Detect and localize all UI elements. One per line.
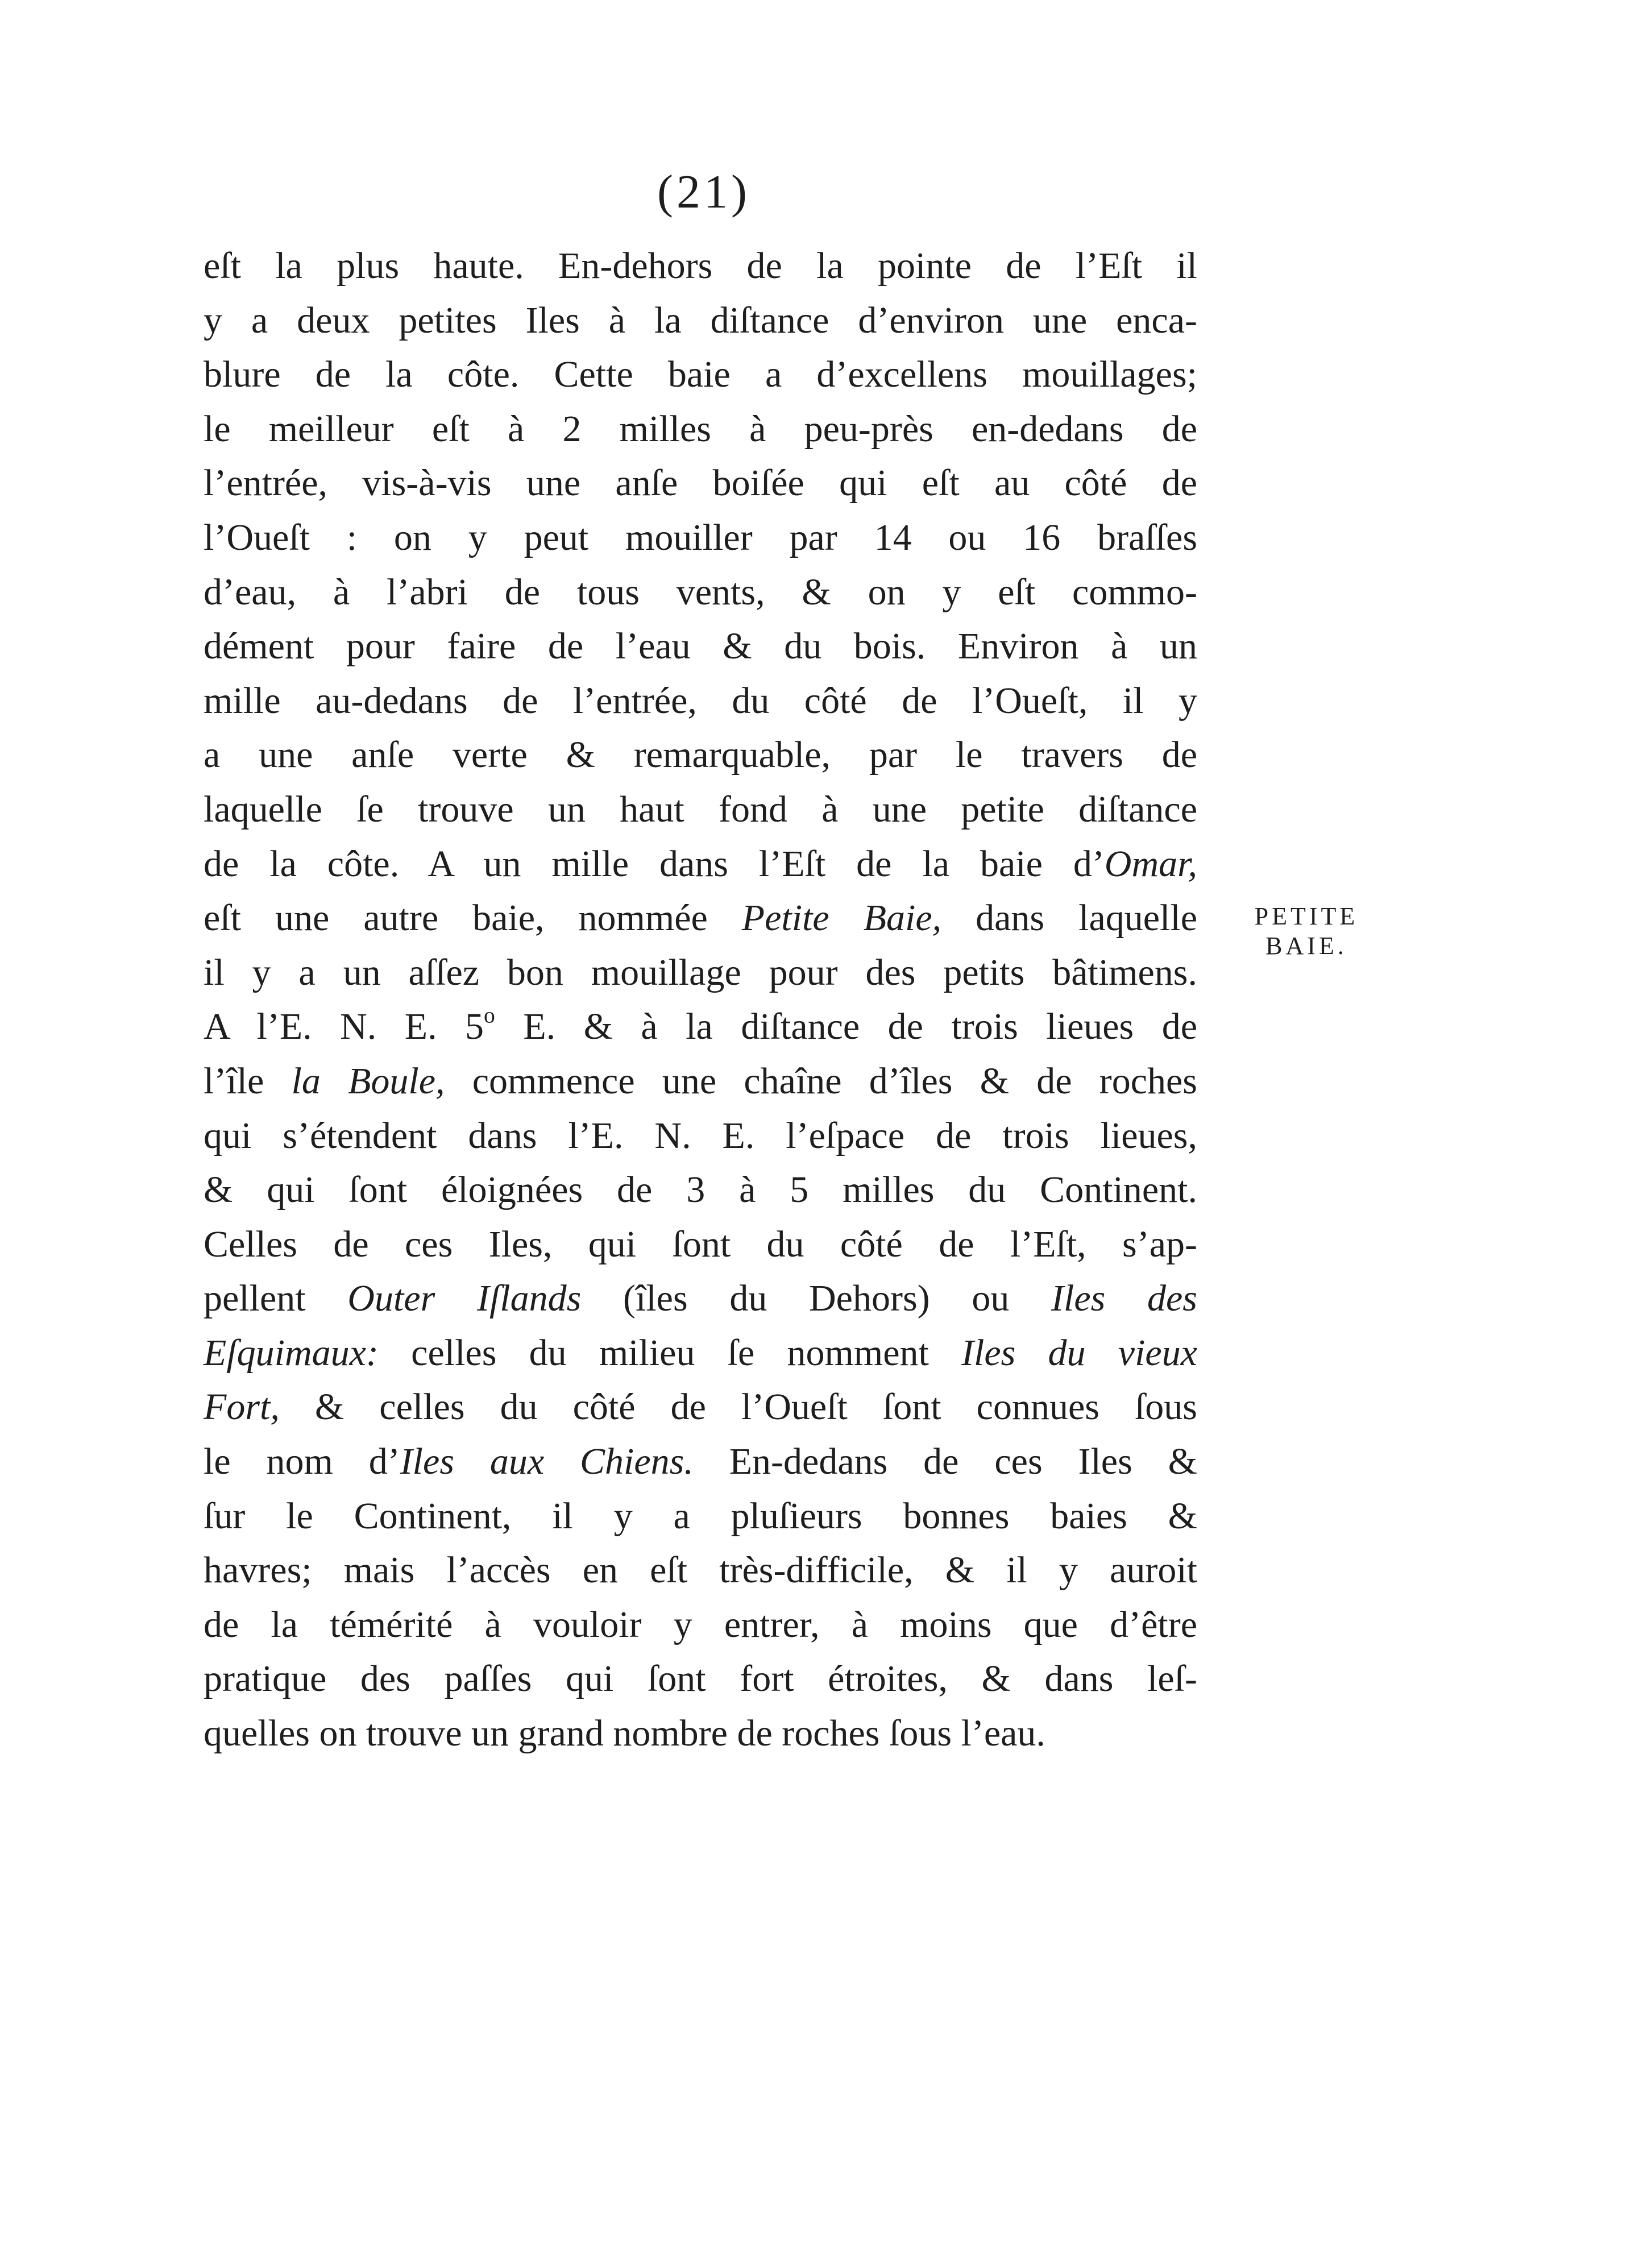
text-line: [204, 1706, 1197, 1761]
text-line: [204, 1271, 1197, 1326]
text-segment: l’entrée, vis-à-vis une anſe boiſée qui eſt au côté de: [204, 462, 1197, 504]
text-line: [204, 1652, 1197, 1706]
text-segment: A l’E. N. E. 5: [204, 1006, 484, 1048]
text-segment: il y a un aſſez bon mouillage pour des petits bâtimens.: [204, 951, 1197, 993]
text-segment: (îles du Dehors) ou: [581, 1278, 1052, 1320]
italic-text: Iles du vieux: [961, 1332, 1197, 1374]
text-line: [204, 293, 1197, 348]
text-segment: d’eau, à l’abri de tous vents, & on y eſt commo-: [204, 571, 1197, 613]
text-line: [204, 1217, 1197, 1272]
italic-text: Omar,: [1104, 843, 1197, 885]
text-segment: blure de la côte. Cette baie a d’excellens mouillages;: [204, 354, 1197, 396]
text-line: [204, 565, 1197, 620]
marginal-note-line: BAIE.: [1265, 932, 1347, 960]
italic-text: la Boule,: [291, 1060, 445, 1102]
text-line: [204, 347, 1197, 402]
text-line: [204, 1543, 1197, 1598]
text-line: [204, 1054, 1197, 1109]
text-line: [204, 728, 1197, 782]
italic-text: Petite Baie,: [741, 897, 942, 939]
text-line: [204, 1000, 1197, 1054]
text-line: [204, 1434, 1197, 1489]
text-line: [204, 946, 1197, 1000]
text-line: [204, 619, 1197, 674]
text-line: [204, 1163, 1197, 1217]
text-line: [204, 456, 1197, 511]
text-segment: commence une chaîne d’îles & de roches: [445, 1060, 1197, 1102]
text-segment: pratique des paſſes qui ſont fort étroites, & dans leſ-: [204, 1658, 1197, 1700]
text-segment: havres; mais l’accès en eſt très-difficile, & il y auroit: [204, 1549, 1197, 1591]
marginal-note: [1221, 902, 1392, 961]
text-segment: & celles du côté de l’Oueſt ſont connues ſous: [279, 1386, 1197, 1428]
text-line: [204, 511, 1197, 565]
text-segment: En-dedans de ces Iles &: [693, 1441, 1197, 1483]
text-segment: ſur le Continent, il y a pluſieurs bonnes baies &: [204, 1495, 1197, 1537]
text-line: [204, 837, 1197, 892]
page-number: (21): [657, 165, 750, 218]
superscript: o: [484, 1002, 495, 1028]
text-segment: de la témérité à vouloir y entrer, à moins que d’être: [204, 1603, 1197, 1645]
text-segment: l’île: [204, 1060, 292, 1102]
italic-text: Outer Iſlands: [347, 1278, 582, 1320]
text-segment: E. & à la diſtance de trois lieues de: [495, 1006, 1197, 1048]
text-line: [204, 674, 1197, 728]
text-segment: le meilleur eſt à 2 milles à peu-près en-dedans de: [204, 408, 1197, 450]
text-line: [204, 1380, 1197, 1434]
italic-text: Fort,: [204, 1386, 280, 1428]
text-segment: eſt une autre baie, nommée: [204, 897, 742, 939]
text-line: [204, 1598, 1197, 1652]
text-segment: dément pour faire de l’eau & du bois. Environ à un: [204, 625, 1197, 667]
text-line: [204, 782, 1197, 837]
text-line: [204, 1489, 1197, 1544]
italic-text: Eſquimaux:: [204, 1332, 379, 1374]
italic-text: Iles des: [1051, 1278, 1197, 1320]
text-segment: celles du milieu ſe nomment: [378, 1332, 962, 1374]
text-segment: quelles on trouve un grand nombre de roches ſous l’eau.: [204, 1713, 1045, 1755]
text-segment: a une anſe verte & remarquable, par le travers de: [204, 734, 1197, 776]
text-segment: Celles de ces Iles, qui ſont du côté de l’Eſt, s’ap-: [204, 1223, 1197, 1265]
marginal-note-line: PETITE: [1254, 902, 1359, 930]
text-segment: le nom d’: [204, 1441, 400, 1483]
text-segment: eſt la plus haute. En-dehors de la pointe de l’Eſt il: [204, 245, 1197, 287]
text-segment: laquelle ſe trouve un haut fond à une petite diſtance: [204, 788, 1197, 830]
body-text: [204, 239, 1197, 1761]
text-segment: dans laquelle: [941, 897, 1197, 939]
text-line: [204, 402, 1197, 457]
text-line: [204, 1326, 1197, 1380]
text-segment: l’Oueſt : on y peut mouiller par 14 ou 16 braſſes: [204, 516, 1197, 558]
text-segment: mille au-dedans de l’entrée, du côté de l’Oueſt, il y: [204, 679, 1197, 722]
text-line: [204, 891, 1197, 946]
text-segment: pellent: [204, 1278, 348, 1320]
text-segment: de la côte. A un mille dans l’Eſt de la baie d’: [204, 843, 1105, 885]
text-segment: y a deux petites Iles à la diſtance d’environ une enca-: [204, 299, 1197, 341]
text-line: [204, 239, 1197, 293]
text-segment: & qui ſont éloignées de 3 à 5 milles du Continent.: [204, 1169, 1197, 1211]
text-segment: qui s’étendent dans l’E. N. E. l’eſpace de trois lieues,: [204, 1114, 1197, 1156]
text-line: [204, 1109, 1197, 1163]
italic-text: Iles aux Chiens.: [400, 1441, 694, 1483]
